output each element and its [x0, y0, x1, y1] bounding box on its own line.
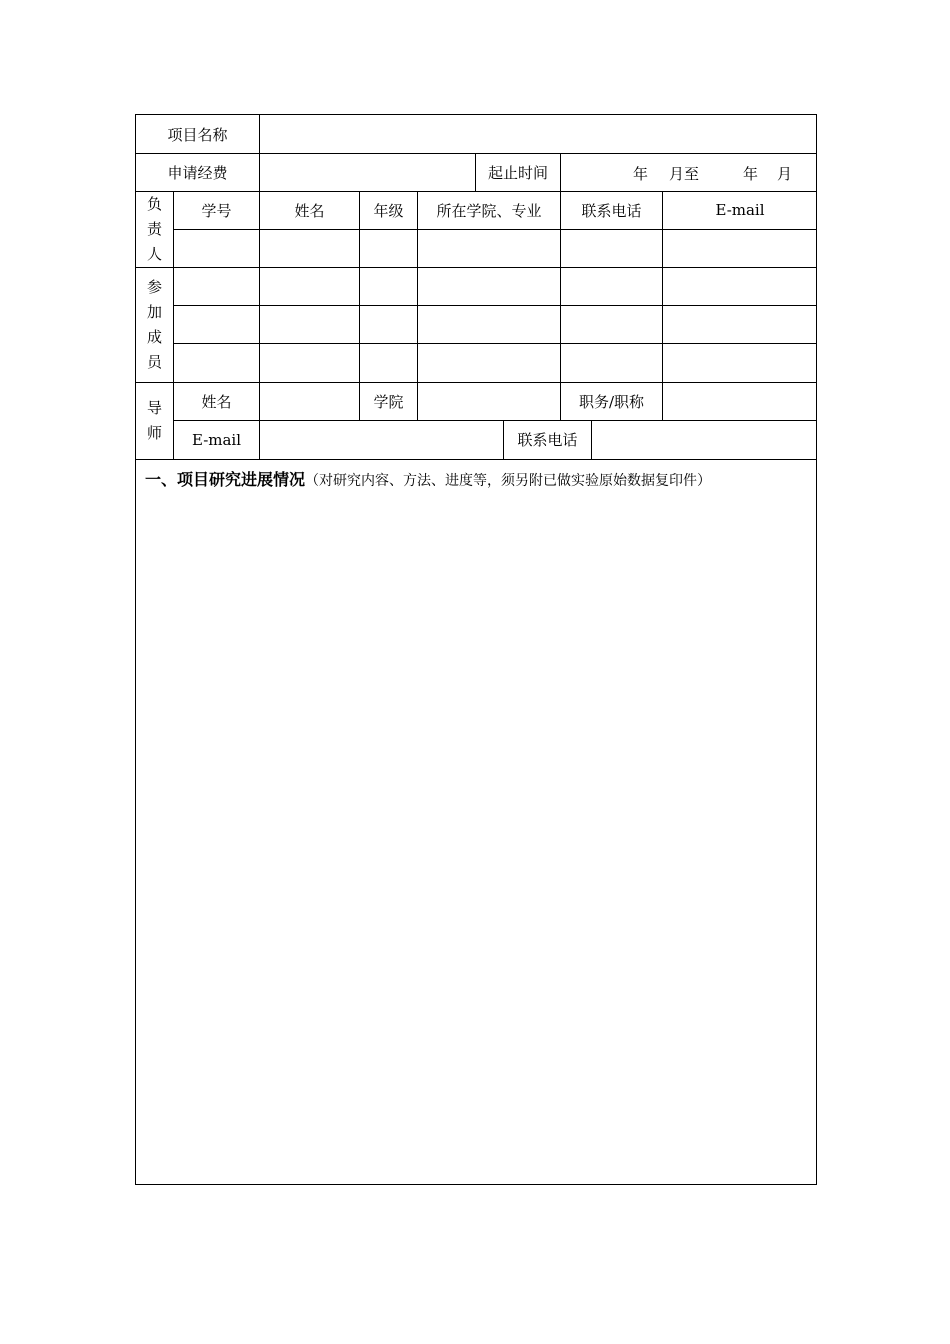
funding-label: 申请经费 [167, 163, 228, 182]
mentor-college-label: 学院 [373, 392, 404, 411]
row-divider [173, 343, 817, 344]
period-year1: 年 [633, 165, 649, 183]
period-year2: 年 [743, 165, 759, 183]
group-char: 员 [146, 352, 162, 371]
period-month2: 月 [777, 165, 793, 183]
project-name-field[interactable] [260, 115, 817, 153]
header-phone: 联系电话 [581, 201, 642, 220]
mentor-name-label: 姓名 [201, 392, 232, 411]
row-divider [173, 229, 817, 230]
row-divider [173, 305, 817, 306]
header-student-id: 学号 [201, 201, 232, 220]
period-month-to: 月至 [669, 165, 700, 183]
mentor-phone-field[interactable] [592, 420, 817, 459]
header-name: 姓名 [294, 201, 325, 220]
section-progress-title: 一、项目研究进展情况 [145, 470, 306, 489]
group-char: 参 [146, 277, 162, 296]
mentor-phone-label: 联系电话 [517, 431, 578, 449]
mentor-title-field[interactable] [663, 382, 817, 420]
section-progress-body[interactable] [136, 493, 817, 1183]
header-college-major: 所在学院、专业 [436, 201, 542, 220]
row-divider [136, 459, 817, 460]
group-char: 师 [146, 423, 162, 442]
group-char: 负 [146, 194, 162, 213]
leader-group-label [136, 191, 173, 267]
mentor-group-label [136, 382, 173, 459]
period-label: 起止时间 [487, 163, 548, 182]
group-char: 导 [146, 398, 162, 417]
group-char: 成 [146, 327, 162, 346]
application-form-table [135, 114, 817, 1185]
mentor-college-field[interactable] [418, 382, 560, 420]
mentor-email-label: E-mail [191, 430, 242, 449]
mentor-title-label: 职务/职称 [578, 392, 645, 411]
funding-field[interactable] [260, 153, 475, 191]
group-char: 责 [146, 219, 162, 238]
mentor-email-field[interactable] [260, 420, 503, 459]
members-group-label [136, 267, 173, 382]
group-char: 加 [146, 302, 162, 321]
header-grade: 年级 [373, 201, 404, 220]
header-email: E-mail [715, 201, 765, 219]
period-field[interactable] [561, 153, 817, 191]
section-progress-heading [145, 467, 711, 490]
group-char: 人 [146, 244, 162, 263]
section-progress-note: （对研究内容、方法、进度等，须另附已做实验原始数据复印件） [305, 473, 712, 489]
mentor-name-field[interactable] [260, 382, 359, 420]
row-divider [136, 267, 817, 268]
project-name-label: 项目名称 [167, 125, 228, 144]
